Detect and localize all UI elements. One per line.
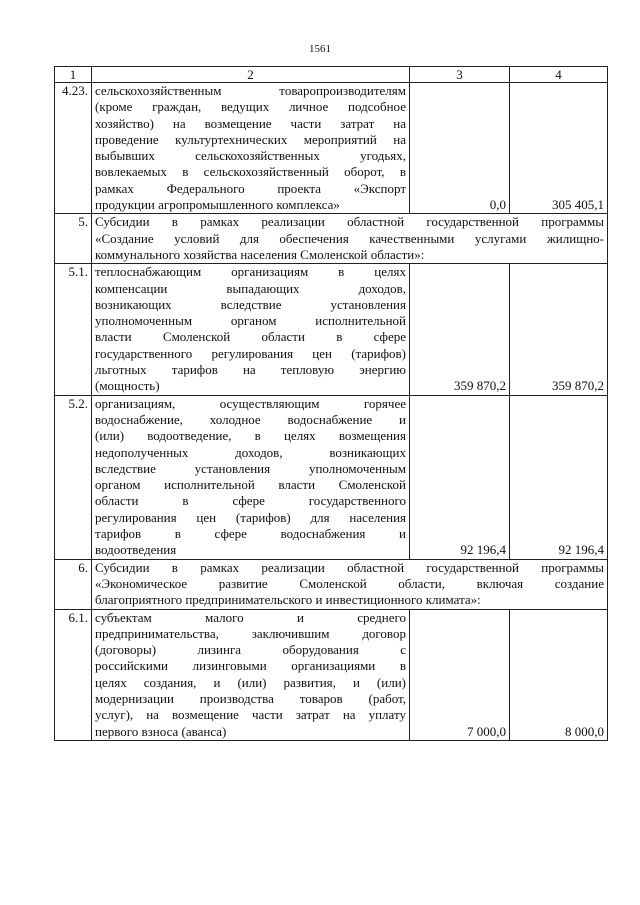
header-cell-2: 2	[92, 67, 410, 83]
description-line: первого взноса (аванса)	[95, 723, 227, 739]
description-line: коммунального хозяйства населения Смоленской области»:	[95, 246, 425, 262]
description-line: водоснабжение, холодное водоснабжение и	[95, 411, 406, 427]
description-line: недополученных доходов, возникающих	[95, 444, 406, 460]
description-line: Субсидии в рамках реализации областной государственной программы	[95, 559, 604, 575]
amount-cell-col4: 92 196,4	[510, 395, 608, 559]
description-line: области в сфере государственного	[95, 493, 406, 509]
header-cell-4: 4	[510, 67, 608, 83]
table-row	[55, 214, 608, 264]
subsidy-table	[54, 66, 608, 741]
table-row	[55, 395, 608, 559]
description-cell	[92, 395, 410, 559]
row-number-cell: 6.1.	[55, 609, 92, 740]
description-line: возникающих вследствие установления	[95, 296, 406, 312]
description-line: выбывших сельскохозяйственных угодьях,	[95, 148, 406, 164]
row-number-cell: 5.2.	[55, 395, 92, 559]
table-header-row	[55, 67, 608, 83]
table-row	[55, 83, 608, 214]
description-cell	[92, 609, 410, 740]
description-line: тарифов в сфере водоснабжения и	[95, 526, 406, 542]
table-row	[55, 264, 608, 395]
description-line: Субсидии в рамках реализации областной государственной программы	[95, 214, 604, 230]
description-line: теплоснабжающим организациям в целях	[95, 264, 406, 280]
description-line: льготных тарифов на тепловую энергию	[95, 362, 406, 378]
description-line: российскими лизинговыми организациями в	[95, 658, 406, 674]
section-heading-cell	[92, 559, 608, 609]
amount-cell-col4: 8 000,0	[510, 609, 608, 740]
description-line: модернизации производства товаров (работ,	[95, 690, 406, 706]
description-line: (договоры) лизинга оборудования с	[95, 642, 406, 658]
header-cell-1: 1	[55, 67, 92, 83]
description-line: проведение культуртехнических мероприятий на	[95, 131, 406, 147]
table-row	[55, 559, 608, 609]
description-line: «Экономическое развитие Смоленской области, включая создание	[95, 575, 604, 591]
amount-cell-col4: 359 870,2	[510, 264, 608, 395]
description-line: сельскохозяйственным товаропроизводителям	[95, 83, 406, 98]
header-cell-3: 3	[410, 67, 510, 83]
row-number-cell: 6.	[55, 559, 92, 609]
description-line: вовлекаемых в сельскохозяйственный оборот, в	[95, 164, 406, 180]
description-line: услуг), на возмещение части затрат на уплату	[95, 707, 406, 723]
section-heading-cell	[92, 214, 608, 264]
description-line: водоотведения	[95, 542, 177, 558]
description-line: (или) водоотведение, в целях возмещения	[95, 428, 406, 444]
row-number-cell: 5.	[55, 214, 92, 264]
description-line: хозяйство) на возмещение части затрат на	[95, 115, 406, 131]
description-line: продукции агропромышленного комплекса»	[95, 197, 340, 213]
description-line: организациям, осуществляющим горячее	[95, 395, 406, 411]
description-line: (кроме граждан, ведущих личное подсобное	[95, 99, 406, 115]
description-line: субъектам малого и среднего	[95, 609, 406, 625]
description-line: целях создания, и (или) развития, и (или)	[95, 674, 406, 690]
description-cell	[92, 264, 410, 395]
description-line: власти Смоленской области в сфере	[95, 329, 406, 345]
amount-cell-col4: 305 405,1	[510, 83, 608, 214]
description-line: уполномоченным органом исполнительной	[95, 313, 406, 329]
description-line: вследствие установления уполномоченным	[95, 460, 406, 476]
description-line: рамках Федерального проекта «Экспорт	[95, 180, 406, 196]
description-line: органом исполнительной власти Смоленской	[95, 477, 406, 493]
description-line: «Создание условий для обеспечения качественными услугами жилищно-	[95, 230, 604, 246]
amount-cell-col3: 92 196,4	[410, 395, 510, 559]
description-line: регулирования цен (тарифов) для населения	[95, 509, 406, 525]
amount-cell-col3: 0,0	[410, 83, 510, 214]
row-number-cell: 4.23.	[55, 83, 92, 214]
description-line: благоприятного предпринимательского и инвестиционного климата»:	[95, 592, 481, 608]
amount-cell-col3: 359 870,2	[410, 264, 510, 395]
description-cell	[92, 83, 410, 214]
description-line: компенсации выпадающих доходов,	[95, 280, 406, 296]
amount-cell-col3: 7 000,0	[410, 609, 510, 740]
table-row	[55, 609, 608, 740]
page-number: 1561	[309, 43, 331, 55]
description-line: предпринимательства, заключившим договор	[95, 625, 406, 641]
row-number-cell: 5.1.	[55, 264, 92, 395]
description-line: (мощность)	[95, 378, 160, 394]
description-line: государственного регулирования цен (тарифов)	[95, 345, 406, 361]
